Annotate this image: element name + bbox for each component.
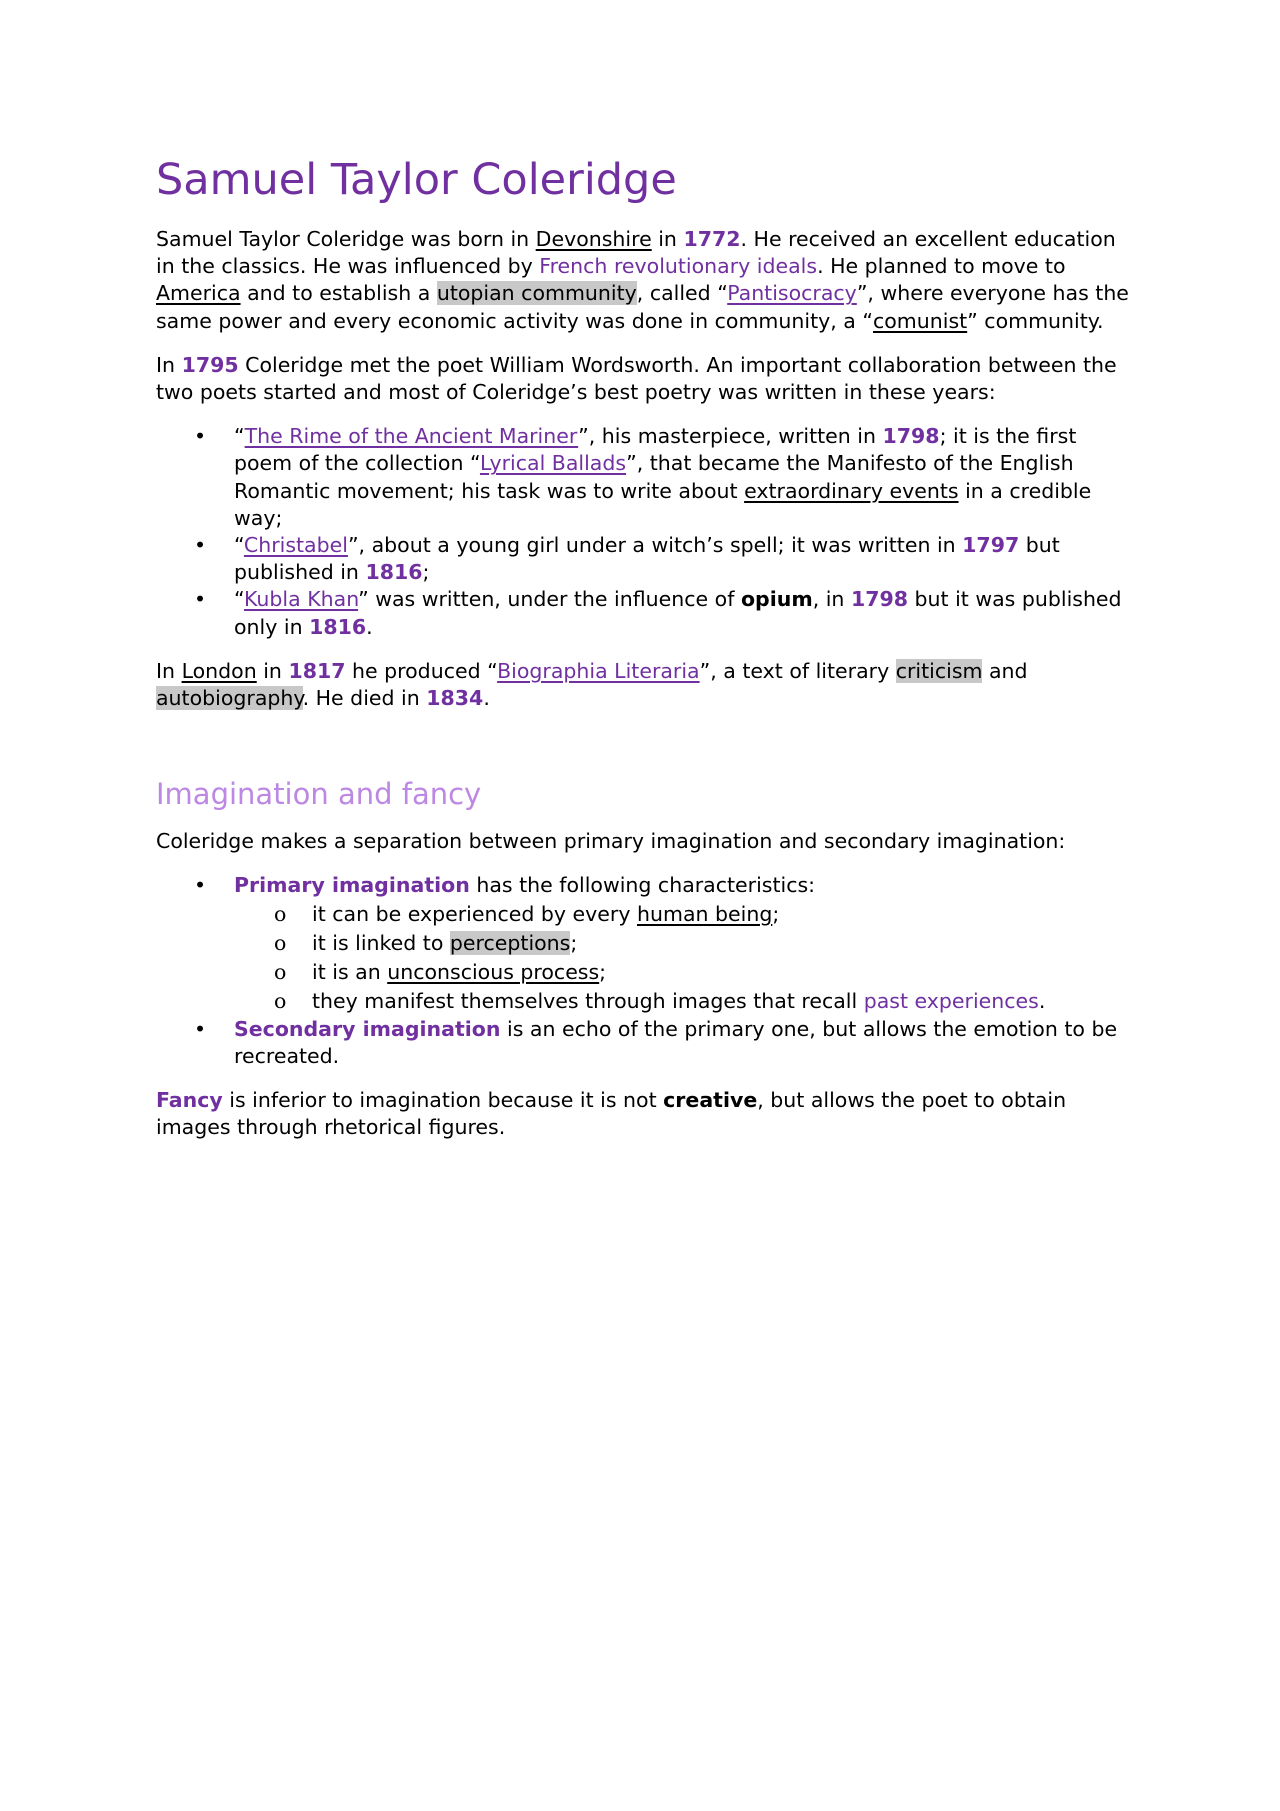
creative-term: creative — [663, 1088, 758, 1113]
list-item-primary — [156, 872, 1130, 1015]
text: “ — [234, 533, 244, 558]
year-1798: 1798 — [882, 424, 940, 449]
text: ”, where everyone has the same power and every economic activity was done in community, a “ — [156, 281, 1129, 333]
works-list — [156, 423, 1130, 641]
text: . — [366, 614, 373, 639]
text: Coleridge met the poet William Wordsworth. An important collaboration between the two poets started and most of Coleridge’s best poetry was written in these years: — [156, 352, 1117, 405]
text: “ — [234, 587, 244, 612]
text: and to establish a — [240, 281, 437, 306]
text: in — [256, 658, 289, 683]
primary-imagination-term: Primary imagination — [234, 873, 470, 898]
text: . — [483, 686, 490, 711]
imagination-intro: Coleridge makes a separation between primary imagination and secondary imagination: — [156, 829, 1066, 854]
text: they manifest themselves through images that recall — [312, 988, 864, 1013]
imagination-list — [156, 872, 1130, 1070]
text: it is an — [312, 959, 388, 984]
unconscious-process-term: unconscious process — [387, 959, 600, 984]
text: , called “ — [636, 281, 728, 306]
london-term: London — [181, 658, 257, 683]
text: , in — [812, 587, 851, 612]
text: . — [1038, 988, 1046, 1013]
text: . He received an excellent education in the classics. He was influenced by — [156, 227, 1116, 279]
text: ; — [599, 959, 607, 984]
text: is an echo of the primary one, but allows the emotion to be recreated. — [234, 1016, 1118, 1068]
perceptions-highlight: perceptions — [449, 930, 571, 955]
text: ; — [422, 560, 430, 585]
list-item-secondary — [156, 1016, 1130, 1070]
comunist-term: comunist — [872, 308, 968, 333]
london-paragraph — [156, 658, 1130, 712]
past-experiences-term: past experiences — [863, 988, 1039, 1013]
text: it is linked to — [312, 930, 450, 955]
fancy-paragraph — [156, 1087, 1130, 1141]
year-1834: 1834 — [426, 686, 484, 711]
text: ”, that became the Manifesto of the English Romantic movement; his task was to write about — [234, 451, 1074, 503]
list-item-christabel — [156, 532, 1130, 586]
text: but published in — [234, 533, 1060, 585]
text: in — [651, 227, 684, 251]
text: Samuel Taylor Coleridge was born in — [156, 227, 536, 251]
secondary-imagination-term: Secondary imagination — [234, 1016, 501, 1041]
text: is inferior to imagination because it is not — [222, 1088, 664, 1113]
text: . He planned to move to — [817, 254, 1066, 279]
list-item-rime — [156, 423, 1130, 532]
text: ”, a text of literary — [699, 658, 896, 683]
year-1817: 1817 — [288, 658, 346, 683]
kubla-khan-link[interactable]: Kubla Khan — [244, 587, 359, 612]
text: he produced “ — [345, 658, 498, 683]
rime-link[interactable]: The Rime of the Ancient Mariner — [244, 424, 579, 449]
text: ”, about a young girl under a witch’s spell; it was written in — [347, 533, 963, 558]
text: ”, his masterpiece, written in — [578, 424, 883, 449]
year-1816: 1816 — [365, 560, 423, 585]
text: ; it is the first poem of the collection “ — [234, 424, 1077, 476]
christabel-link[interactable]: Christabel — [243, 533, 348, 558]
text: In — [156, 658, 182, 683]
sub-item — [234, 958, 1130, 987]
pantisocracy-link[interactable]: Pantisocracy — [727, 281, 857, 306]
page-title: Samuel Taylor Coleridge — [156, 155, 677, 205]
devonshire-term: Devonshire — [535, 227, 652, 251]
text: , but allows the poet to obtain images through rhetorical figures. — [156, 1088, 1067, 1140]
sub-item — [234, 900, 1130, 929]
text: ; — [772, 901, 780, 926]
year-1797: 1797 — [962, 533, 1020, 558]
text: in a credible way; — [234, 478, 1092, 530]
sub-item — [234, 929, 1130, 958]
text: and — [982, 658, 1028, 683]
text: . He died in — [302, 686, 427, 711]
criticism-highlight: criticism — [895, 658, 983, 683]
year-1795: 1795 — [181, 352, 239, 377]
wordsworth-paragraph — [156, 352, 1130, 406]
french-ideals-term: French revolutionary ideals — [539, 254, 818, 279]
sub-item — [234, 987, 1130, 1016]
fancy-term: Fancy — [156, 1088, 223, 1113]
lyrical-ballads-link[interactable]: Lyrical Ballads — [479, 451, 627, 476]
opium-term: opium — [740, 587, 813, 612]
text: ; — [570, 930, 578, 955]
list-item-kubla-khan — [156, 586, 1130, 640]
year-1816: 1816 — [309, 614, 367, 639]
primary-characteristics-list — [234, 900, 1130, 1016]
biography-paragraph — [156, 226, 1130, 335]
text: ” was written, under the influence of — [358, 587, 741, 612]
year-1798: 1798 — [850, 587, 908, 612]
biographia-link[interactable]: Biographia Literaria — [497, 658, 700, 683]
text: “ — [234, 424, 245, 449]
america-term: America — [156, 281, 241, 306]
text: but it was published only in — [234, 587, 1122, 639]
autobiography-highlight: autobiography — [156, 686, 303, 711]
extraordinary-events-term: extraordinary events — [744, 478, 959, 503]
text: it can be experienced by every — [312, 901, 637, 926]
utopian-community-highlight: utopian community — [436, 281, 637, 306]
text: has the following characteristics: — [469, 873, 816, 898]
text: ” community. — [967, 308, 1104, 333]
human-being-term: human being — [636, 901, 773, 926]
text: In — [156, 352, 182, 377]
section-title-imagination: Imagination and fancy — [156, 777, 482, 812]
year-1772: 1772 — [683, 227, 741, 251]
